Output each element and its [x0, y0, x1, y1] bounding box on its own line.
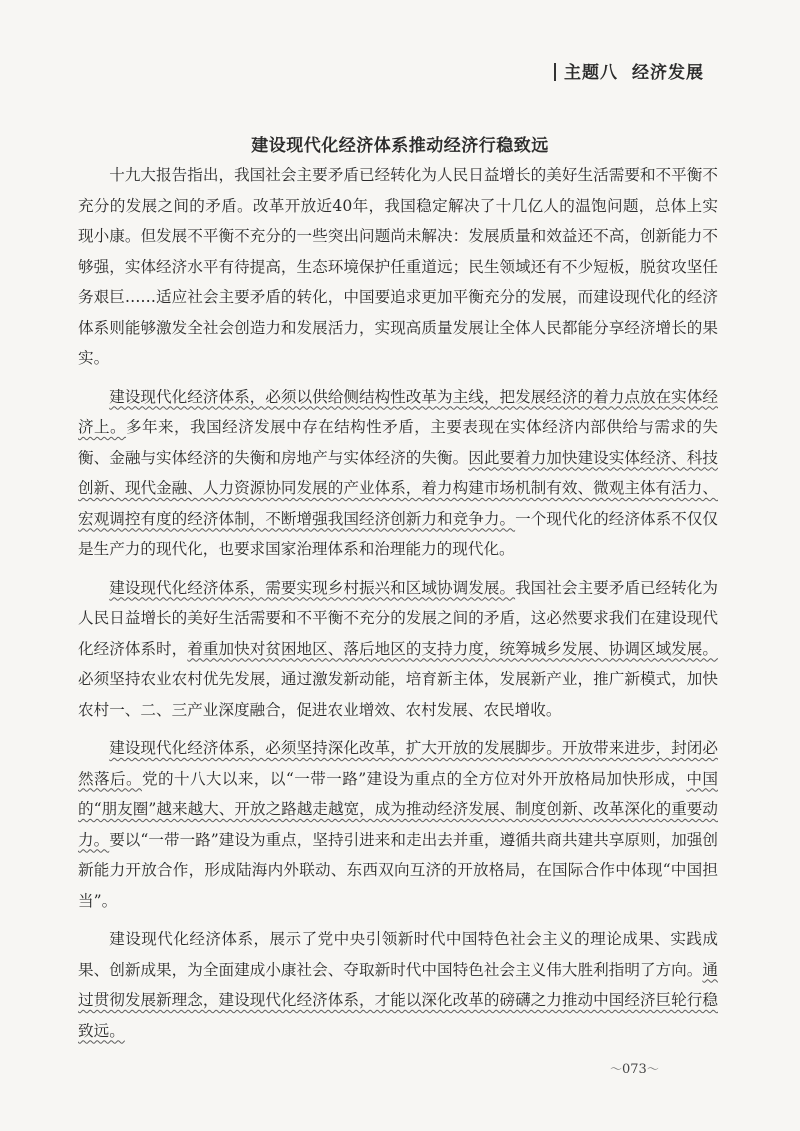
- paragraph-4: 建设现代化经济体系，必须坚持深化改革，扩大开放的发展脚步。开放带来进步，封闭必然落后。党的十八大以来，以“一带一路”建设为重点的全方位对外开放格局加快形成，中国的“朋友圈”越来越大、开放之路越走越宽，成为推动经济发展、制度创新、改革深化的重要动力。要以“一带一路”建设为重点，坚持引进来和走出去并重，遵循共商共建共享原则，加强创新能力开放合作，形成陆海内外联动、东西双向互济的开放格局，在国际合作中体现“中国担当”。: [78, 739, 718, 910]
- underlined-text: 建设现代化经济体系，需要实现乡村振兴和区域协调发展。: [109, 578, 516, 597]
- article-title: 建设现代化经济体系推动经济行稳致远: [251, 136, 549, 156]
- underlined-text: 着重加快对贫困地区、落后地区的支持力度，统筹城乡发展、协调区域发展。: [187, 639, 718, 658]
- chapter-label: 主题八: [564, 63, 618, 83]
- header-divider: [554, 63, 556, 81]
- folio-ornament-icon: 〜: [610, 1062, 623, 1076]
- underlined-text: 建设现代化经济体系，必须坚持深化改革，扩大开放的发展脚步。开放带来进步，封闭必然落后。: [78, 739, 718, 788]
- page-number: 〜073〜: [610, 1062, 659, 1077]
- paragraph-2: 建设现代化经济体系，必须以供给侧结构性改革为主线，把发展经济的着力点放在实体经济上。多年来，我国经济发展中存在结构性矛盾，主要表现在实体经济内部供给与需求的失衡、金融与实体经济的失衡和房地产与实体经济的失衡。因此要着力加快建设实体经济、科技创新、现代金融、人力资源协同发展的产业体系，着力构建市场机制有效、微观主体有活力、宏观调控有度的经济体制，不断增强我国经济创新力和竞争力。一个现代化的经济体系不仅仅是生产力的现代化，也要求国家治理体系和治理能力的现代化。: [78, 387, 718, 558]
- underlined-text: 通过贯彻发展新理念，建设现代化经济体系，才能以深化改革的磅礴之力推动中国经济巨轮行稳致远。: [78, 960, 718, 1040]
- paragraph-5: 建设现代化经济体系，展示了党中央引领新时代中国特色社会主义的理论成果、实践成果、创新成果，为全面建成小康社会、夺取新时代中国特色社会主义伟大胜利指明了方向。通过贯彻发展新理念，建设现代化经济体系，才能以深化改革的磅礴之力推动中国经济巨轮行稳致远。: [78, 930, 718, 1040]
- article-body: [78, 160, 718, 1054]
- underlined-text: 中国的“朋友圈”越来越大、开放之路越走越宽，成为推动经济发展、制度创新、改革深化的重要动力。: [78, 769, 718, 849]
- folio-ornament-icon: 〜: [646, 1062, 659, 1076]
- underlined-text: 因此要着力加快建设实体经济、科技创新、现代金融、人力资源协同发展的产业体系，着力构建市场机制有效、微观主体有活力、宏观调控有度的经济体制，不断增强我国经济创新力和竞争力。: [78, 448, 718, 528]
- running-header: [554, 58, 704, 83]
- paragraph-3: 建设现代化经济体系，需要实现乡村振兴和区域协调发展。我国社会主要矛盾已经转化为人民日益增长的美好生活需要和不平衡不充分的发展之间的矛盾，这必然要求我们在建设现代化经济体系时，着重加快对贫困地区、落后地区的支持力度，统筹城乡发展、协调区域发展。必须坚持农业农村优先发展，通过激发新动能，培育新主体，发展新产业，推广新模式，加快农村一、二、三产业深度融合，促进农业增效、农村发展、农民增收。: [78, 578, 718, 719]
- underlined-text: 建设现代化经济体系，必须以供给侧结构性改革为主线，把发展经济的着力点放在实体经济上。: [78, 387, 718, 436]
- paragraph-1: 十九大报告指出，我国社会主要矛盾已经转化为人民日益增长的美好生活需要和不平衡不充分的发展之间的矛盾。改革开放近40年，我国稳定解决了十几亿人的温饱问题，总体上实现小康。但发展不平衡不充分的一些突出问题尚未解决：发展质量和效益还不高，创新能力不够强，实体经济水平有待提高，生态环境保护任重道远；民生领域还有不少短板，脱贫攻坚任务艰巨……适应社会主要矛盾的转化，中国要追求更加平衡充分的发展，而建设现代化的经济体系则能够激发全社会创造力和发展活力，实现高质量发展让全体人民都能分享经济增长的果实。: [78, 166, 718, 367]
- topic-label: 经济发展: [632, 63, 704, 83]
